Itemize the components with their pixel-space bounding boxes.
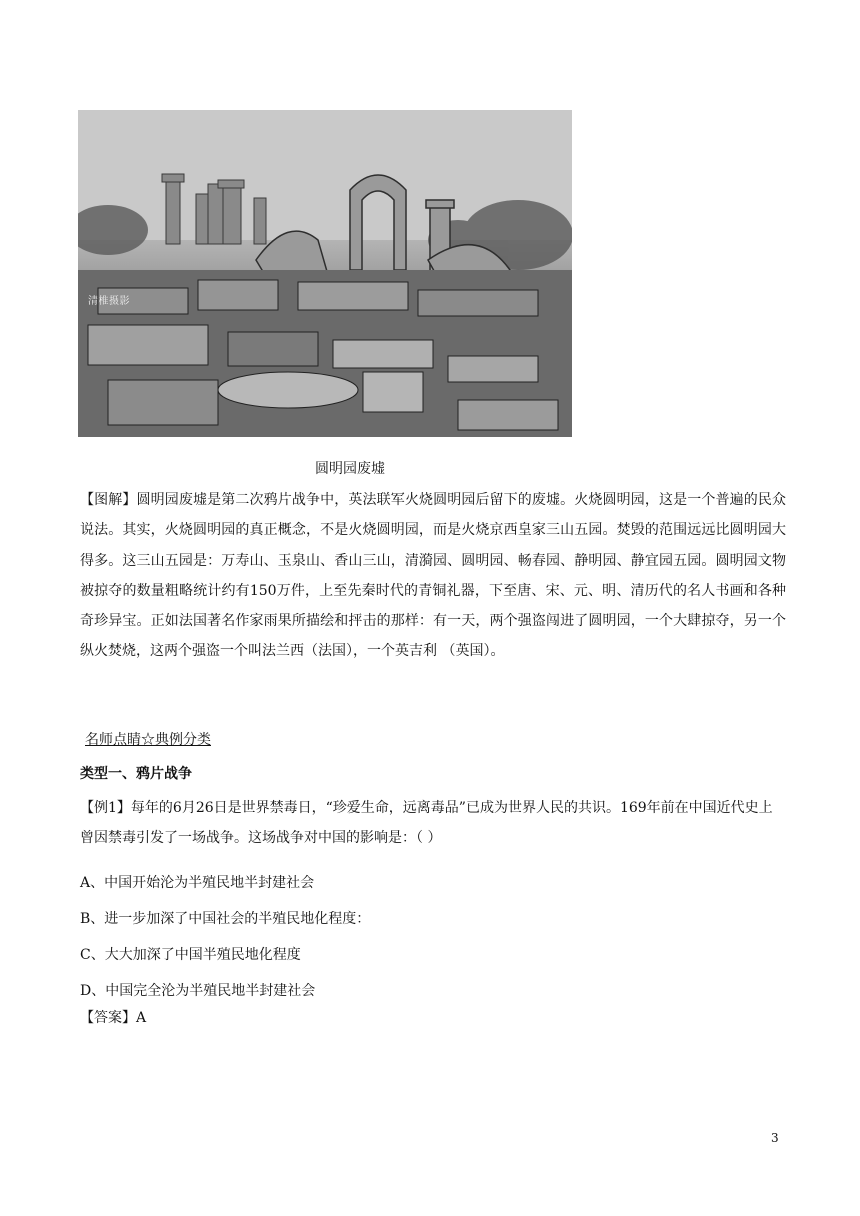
answer-line: 【答案】A [80, 1010, 147, 1026]
option-b: B、进一步加深了中国社会的半殖民地化程度： [80, 911, 371, 927]
example-label: 【例1】 [80, 800, 131, 816]
figure-caption: 圆明园废墟 [315, 461, 385, 477]
answer-options [80, 865, 370, 1009]
type-heading: 类型一、鸦片战争 [80, 766, 192, 782]
example-text: 每年的6月26日是世界禁毒日，“珍爱生命，远离毒品”已成为世界人民的共识。169年前在中国近代史上曾因禁毒引发了一场战争。这场战争对中国的影响是：（ ） [80, 800, 773, 846]
explanation-text: 圆明园废墟是第二次鸦片战争中，英法联军火烧圆明园后留下的废墟。火烧圆明园，这是一个普遍的民众说法。其实，火烧圆明园的真正概念，不是火烧圆明园，而是火烧京西皇家三山五园。焚毁的范围远远比圆明园大得多。这三山五园是：万寿山、玉泉山、香山三山，清漪园、圆明园、畅春园、静明园、静宜园五园。圆明园文物被掠夺的数量粗略统计约有150万件，上至先秦时代的青铜礼器，下至唐、宋、元、明、清历代的名人书画和各种奇珍异宝。正如法国著名作家雨果所描绘和抨击的那样：有一天，两个强盗闯进了圆明园，一个大肆掠夺，另一个纵火焚烧，这两个强盗一个叫法兰西（法国），一个英吉利 （英国）。 [80, 492, 787, 660]
option-c: C、大大加深了中国半殖民地化程度 [80, 947, 301, 963]
page-number: 3 [771, 1131, 779, 1145]
option-d: D、中国完全沦为半殖民地半封建社会 [80, 983, 316, 999]
ruins-illustration [78, 110, 572, 437]
example-question [80, 793, 786, 853]
explanation-paragraph [80, 485, 786, 667]
explanation-label: 【图解】 [80, 492, 137, 508]
section-title: 名师点睛☆典例分类 [85, 732, 211, 748]
ruins-photo [78, 110, 572, 437]
option-a: A、中国开始沦为半殖民地半封建社会 [80, 875, 315, 891]
photo-watermark: 清椎摄影 [88, 296, 130, 307]
